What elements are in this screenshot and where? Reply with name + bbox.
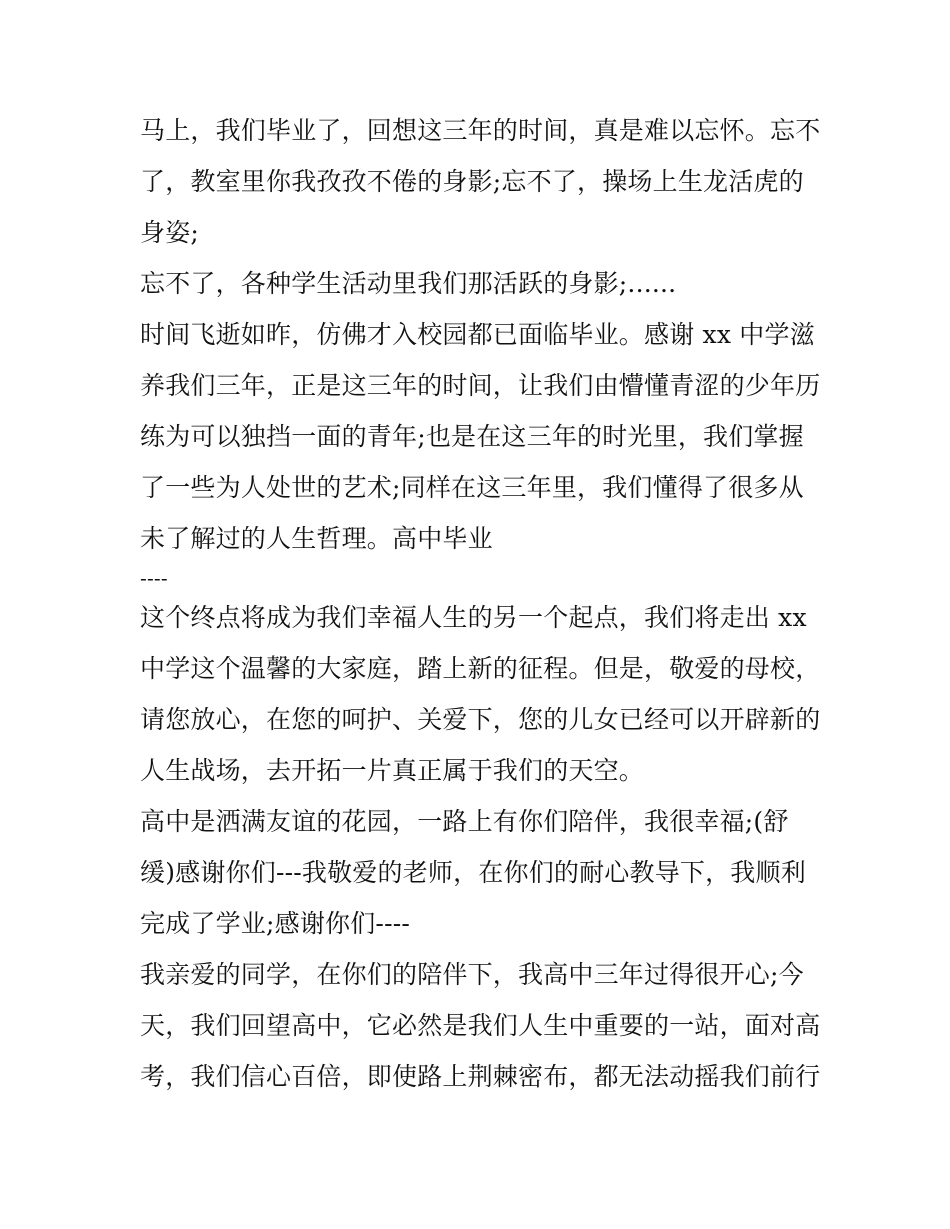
- text-line: 养我们三年，正是这三年的时间，让我们由懵懂青涩的少年历: [140, 371, 821, 400]
- text-line: 练为可以独挡一面的青年;也是在这三年的时光里，我们掌握: [140, 422, 804, 451]
- text-line: 缓)感谢你们---我敬爱的老师，在你们的耐心教导下，我顺利: [140, 858, 806, 887]
- text-line: 完成了学业;感谢你们----: [140, 909, 411, 938]
- text-line: 马上，我们毕业了，回想这三年的时间，真是难以忘怀。忘不: [140, 116, 821, 145]
- text-line: 时间飞逝如昨，仿佛才入校园都已面临毕业。感谢 xx 中学滋: [140, 320, 815, 349]
- text-line: 我亲爱的同学，在你们的陪伴下，我高中三年过得很开心;今: [140, 960, 804, 989]
- document-body: [140, 105, 820, 1102]
- text-line: 高中是洒满友谊的花园，一路上有你们陪伴，我很幸福;(舒: [140, 807, 789, 836]
- text-line: 这个终点将成为我们幸福人生的另一个起点，我们将走出 xx: [140, 603, 807, 632]
- text-line: 请您放心，在您的呵护、关爱下，您的儿女已经可以开辟新的: [140, 705, 821, 734]
- text-line: 天，我们回望高中，它必然是我们人生中重要的一站，面对高: [140, 1011, 821, 1040]
- text-line: 身姿;: [140, 218, 200, 247]
- text-line: 人生战场，去开拓一片真正属于我们的天空。: [140, 756, 645, 785]
- text-line: 了一些为人处世的艺术;同样在这三年里，我们懂得了很多从: [140, 473, 804, 502]
- text-line: 忘不了，各种学生活动里我们那活跃的身影;......: [140, 269, 677, 298]
- text-line: 未了解过的人生哲理。高中毕业: [140, 524, 493, 553]
- separator-line: ----: [140, 566, 168, 590]
- text-line: 考，我们信心百倍，即使路上荆棘密布，都无法动摇我们前行: [140, 1062, 821, 1091]
- text-line: 了，教室里你我孜孜不倦的身影;忘不了，操场上生龙活虎的: [140, 167, 804, 196]
- text-line: 中学这个温馨的大家庭，踏上新的征程。但是，敬爱的母校，: [140, 654, 821, 683]
